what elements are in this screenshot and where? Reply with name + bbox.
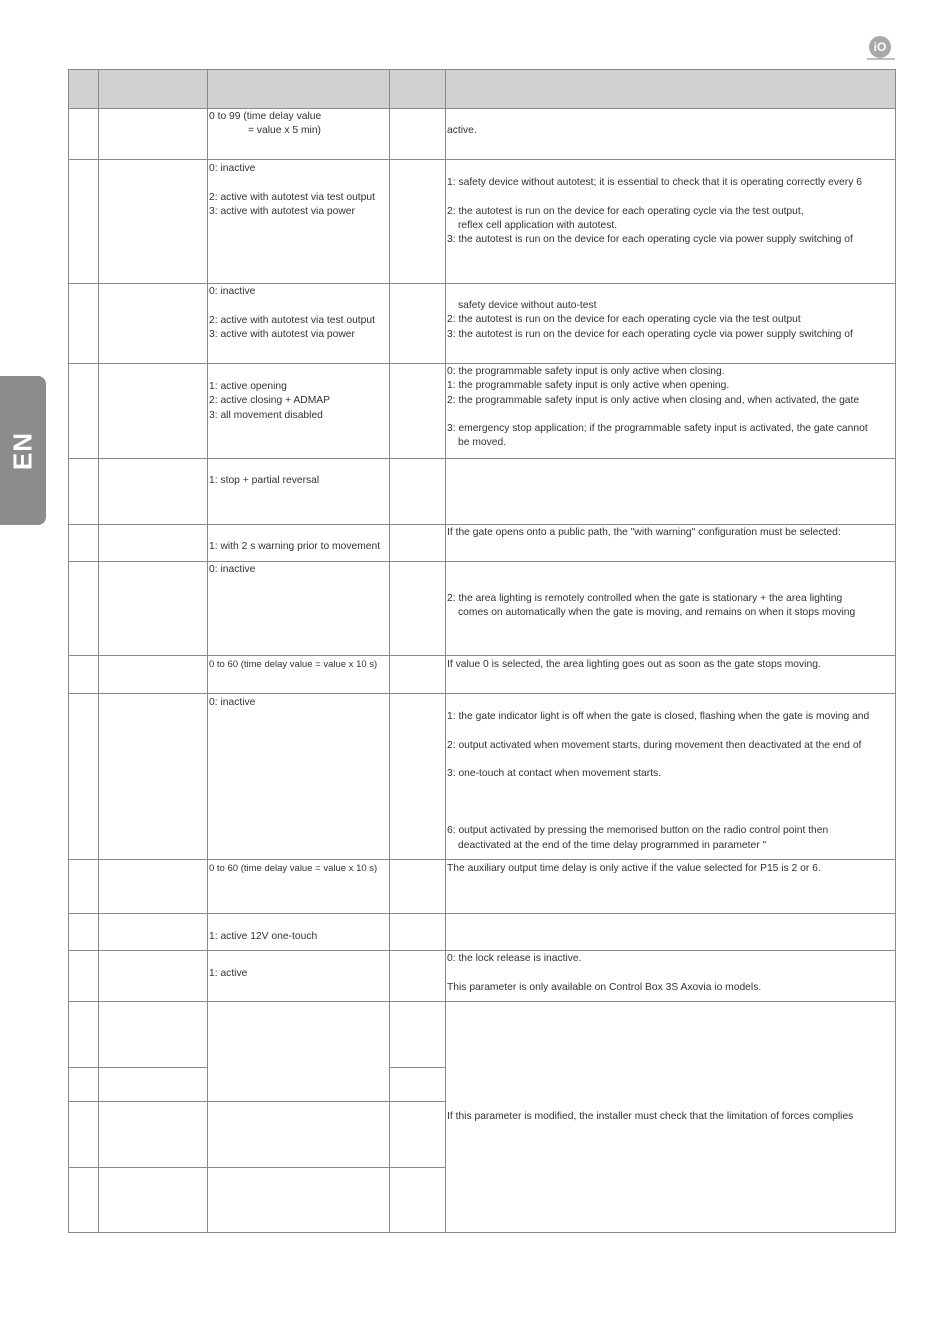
header-cell-default bbox=[390, 70, 446, 109]
parameters-table bbox=[68, 69, 896, 1233]
values-cell: 0 to 60 (time delay value = value x 10 s) bbox=[208, 656, 390, 694]
table-row bbox=[69, 914, 896, 951]
comments-cell: 0: the lock release is inactive. This parameter is only available on Control Box 3S Axovia io models. bbox=[446, 951, 896, 1002]
language-tab-label: EN bbox=[7, 431, 38, 470]
comments-cell: 2: the area lighting is remotely controlled when the gate is stationary + the area lighting comes on automatically when the gate is moving, and remains on when it stops moving bbox=[446, 562, 896, 656]
logo-underline bbox=[867, 58, 895, 60]
table-row bbox=[69, 160, 896, 284]
table-row bbox=[69, 1002, 896, 1068]
comments-cell: 0: the programmable safety input is only active when closing. 1: the programmable safety input is only active when opening. 2: the programmable safety input is only active when closing and, when activated, the gate 3: emergency stop application; if the programmable safety input is activated, the gate cannot be moved. bbox=[446, 364, 896, 459]
comments-cell: If this parameter is modified, the installer must check that the limitation of forces complies bbox=[446, 1002, 896, 1233]
table-row bbox=[69, 951, 896, 1002]
io-logo: iO bbox=[869, 36, 891, 58]
table-row bbox=[69, 459, 896, 525]
table-header-row bbox=[69, 70, 896, 109]
comments-cell: safety device without auto-test 2: the autotest is run on the device for each operating cycle via the test output 3: the autotest is run on the device for each operating cycle via power supply switching of bbox=[446, 284, 896, 364]
values-cell: 1: active bbox=[208, 951, 390, 1002]
values-cell: 1: with 2 s warning prior to movement bbox=[208, 525, 390, 562]
table-row bbox=[69, 694, 896, 860]
table-row bbox=[69, 284, 896, 364]
values-cell: 0 to 99 (time delay value = value x 5 min) bbox=[208, 109, 390, 160]
comments-cell: The auxiliary output time delay is only active if the value selected for P15 is 2 or 6. bbox=[446, 860, 896, 914]
table-row bbox=[69, 364, 896, 459]
values-cell: 1: active 12V one-touch bbox=[208, 914, 390, 951]
values-cell: 1: stop + partial reversal bbox=[208, 459, 390, 525]
values-cell: 0: inactive bbox=[208, 562, 390, 656]
comments-cell: active. bbox=[446, 109, 896, 160]
header-cell-code bbox=[69, 70, 99, 109]
language-tab bbox=[0, 376, 46, 525]
values-cell: 0: inactive bbox=[208, 694, 390, 860]
values-cell: 0 to 60 (time delay value = value x 10 s) bbox=[208, 860, 390, 914]
comments-cell: If the gate opens onto a public path, the "with warning" configuration must be selected: bbox=[446, 525, 896, 562]
table-row bbox=[69, 860, 896, 914]
table-row bbox=[69, 562, 896, 656]
table-row bbox=[69, 109, 896, 160]
table-row bbox=[69, 656, 896, 694]
comments-cell: 1: the gate indicator light is off when the gate is closed, flashing when the gate is moving and 2: output activated when movement starts, during movement then deactivated at the end of 3: one-touch at contact when movement starts. 6: output activated by pressing the memorised button on the radio control point then deactivated at the end of the time delay programmed in parameter " bbox=[446, 694, 896, 860]
comments-cell: 1: safety device without autotest; it is essential to check that it is operating correctly every 6 2: the autotest is run on the device for each operating cycle via the test output, reflex cell application with autotest. 3: the autotest is run on the device for each operating cycle via power supply switching of bbox=[446, 160, 896, 284]
header-cell-values bbox=[208, 70, 390, 109]
values-cell: 0: inactive 2: active with autotest via test output 3: active with autotest via power bbox=[208, 284, 390, 364]
header-cell-comments bbox=[446, 70, 896, 109]
header-cell-name bbox=[99, 70, 208, 109]
comments-cell: If value 0 is selected, the area lighting goes out as soon as the gate stops moving. bbox=[446, 656, 896, 694]
values-cell: 0: inactive 2: active with autotest via test output 3: active with autotest via power bbox=[208, 160, 390, 284]
table-row bbox=[69, 525, 896, 562]
values-cell: 1: active opening 2: active closing + ADMAP 3: all movement disabled bbox=[208, 364, 390, 459]
